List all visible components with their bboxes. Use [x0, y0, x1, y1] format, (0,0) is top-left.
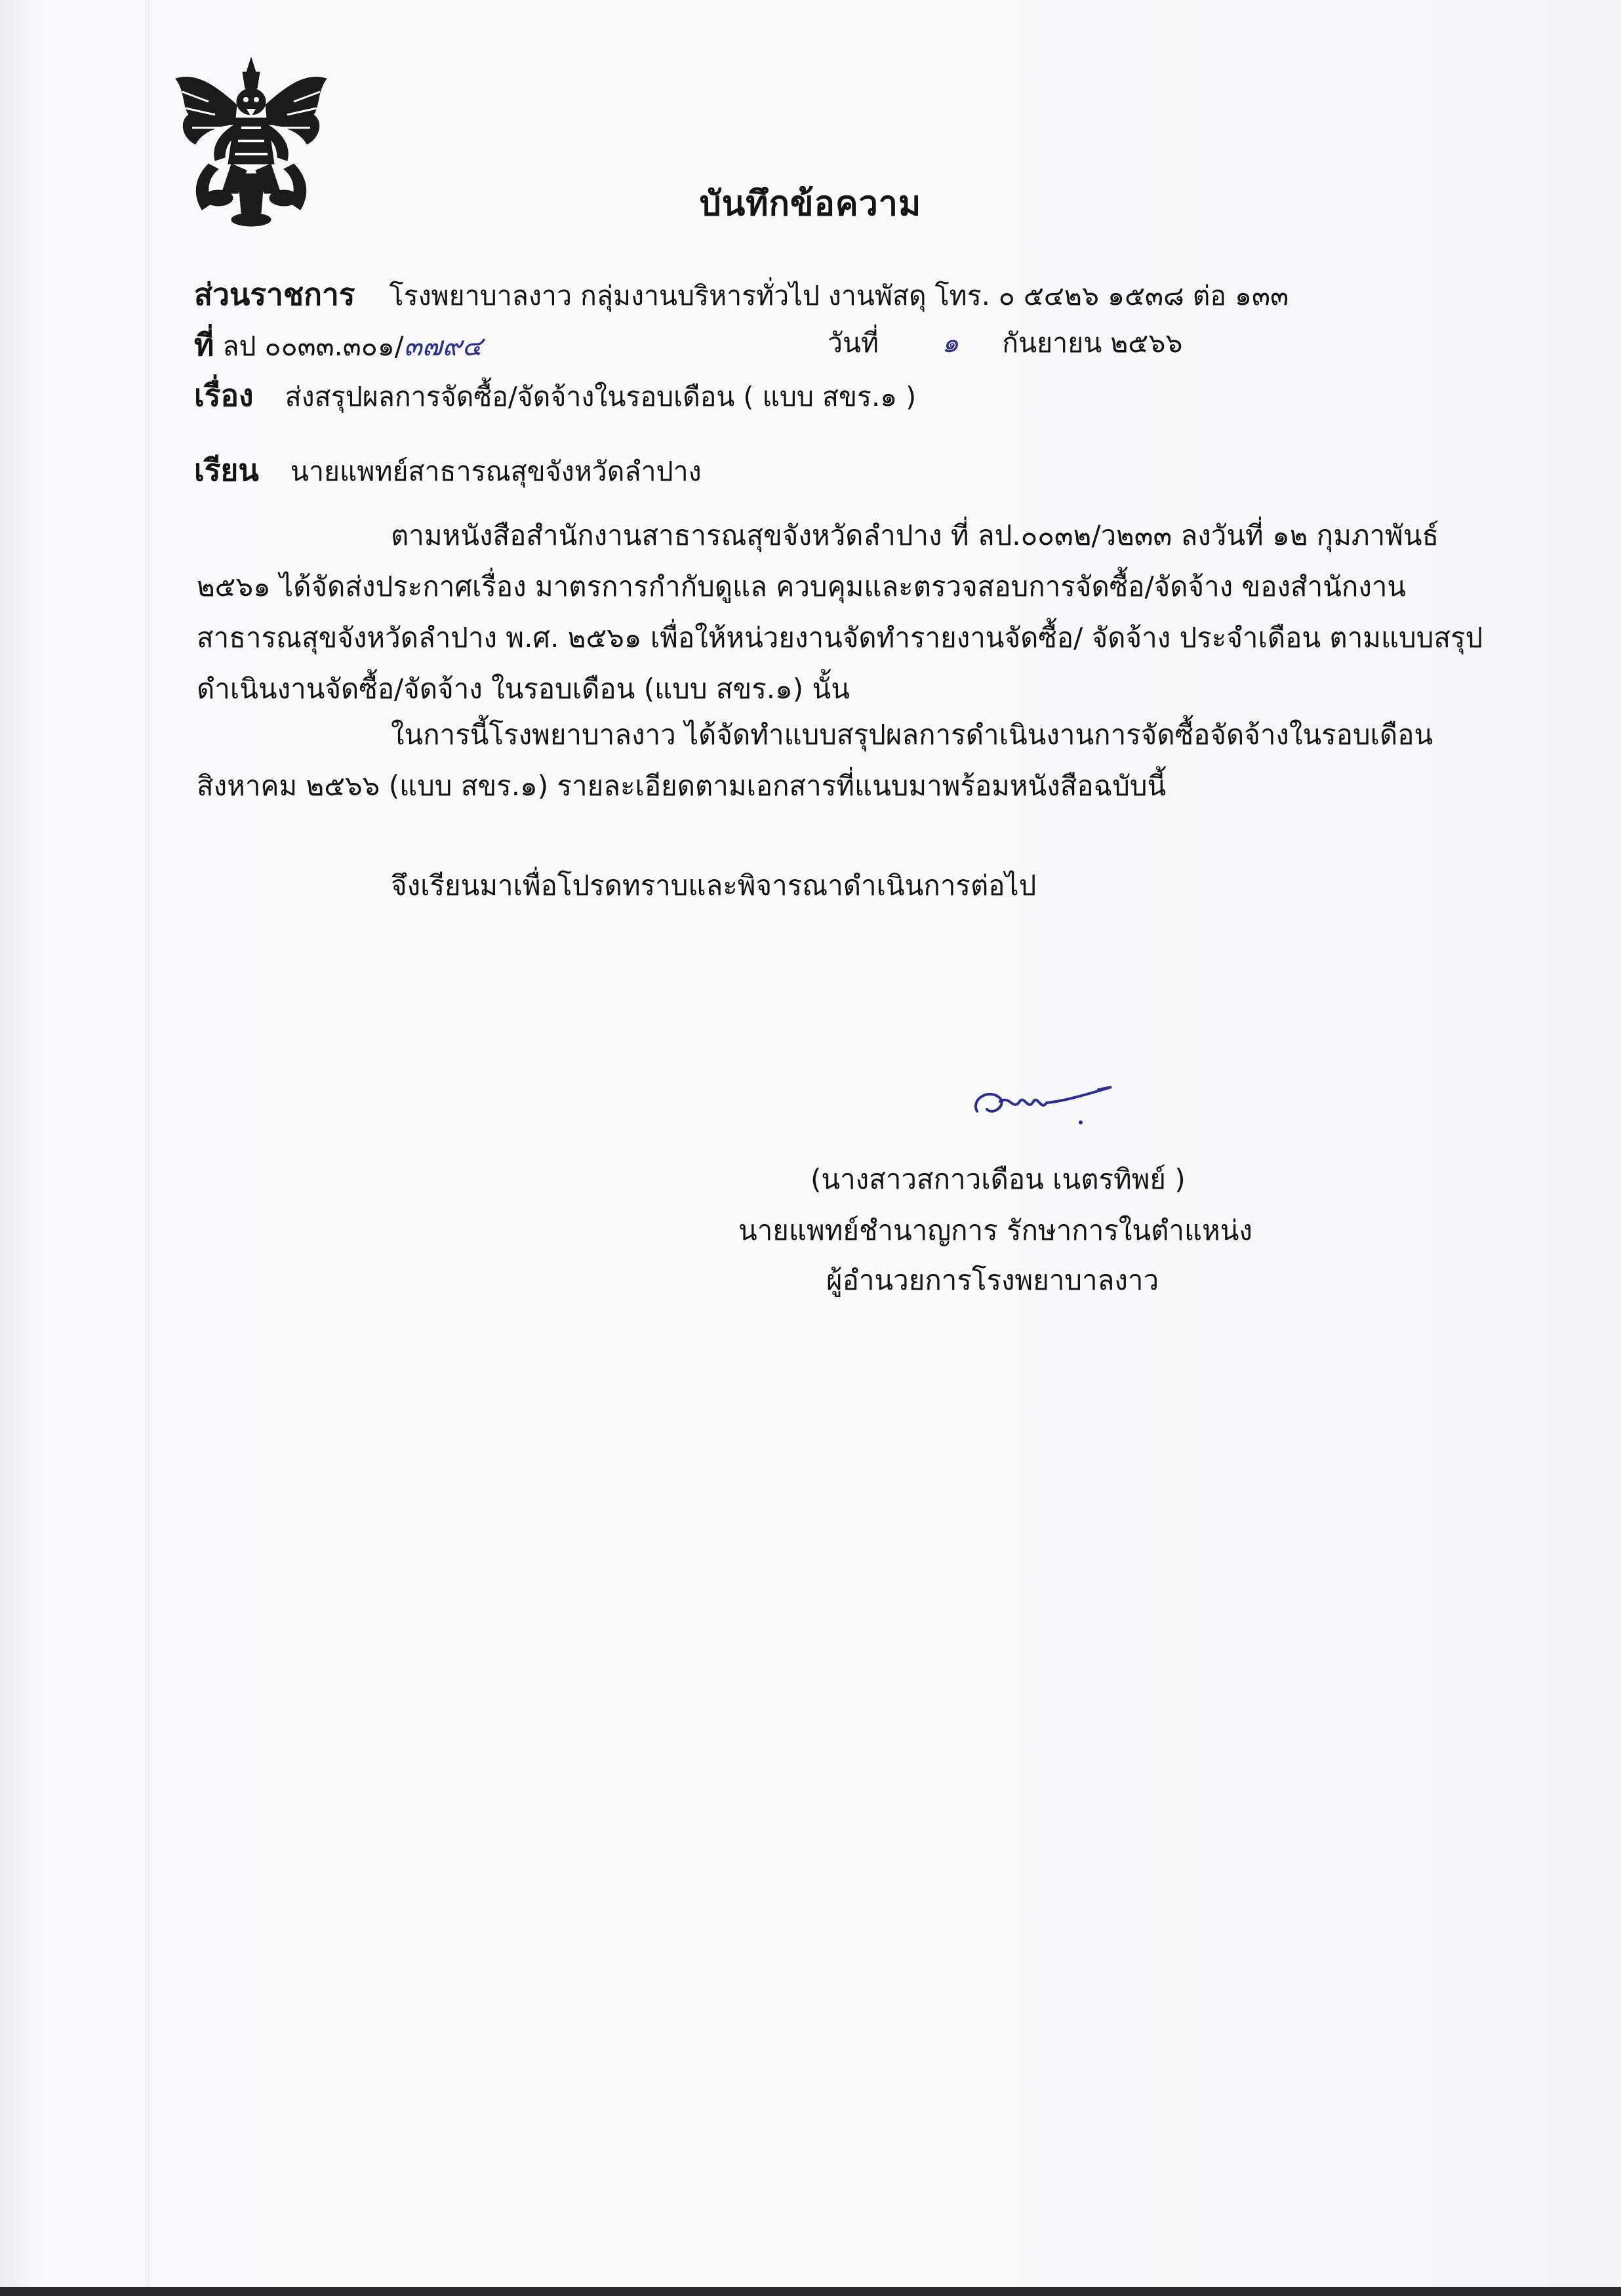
- signatory-position-line-2: ผู้อำนวยการโรงพยาบาลงาว: [826, 1264, 1159, 1296]
- paragraph-1-line-4: ดำเนินงานจัดซื้อ/จัดจ้าง ในรอบเดือน (แบบ สขร.๑) นั้น: [197, 673, 850, 705]
- paragraph-2-line-2: สิงหาคม ๒๕๖๖ (แบบ สขร.๑) รายละเอียดตามเอกสารที่แนบมาพร้อมหนังสือฉบับนี้: [197, 770, 1167, 802]
- paragraph-2-line-1: ในการนี้โรงพยาบาลงาว ได้จัดทำแบบสรุปผลการดำเนินงานการจัดซื้อจัดจ้างในรอบเดือน: [391, 719, 1433, 751]
- agency-row: [194, 277, 1289, 312]
- reference-row: [194, 327, 483, 363]
- signatory-name: (นางสาวสกาวเดือน เนตรทิพย์ ): [810, 1163, 1186, 1195]
- signatory-position-line-1: นายแพทย์ชำนาญการ รักษาการในตำแหน่ง: [738, 1214, 1252, 1246]
- subject-row: [194, 378, 917, 413]
- paragraph-1-line-3: สาธารณสุขจังหวัดลำปาง พ.ศ. ๒๕๖๑ เพื่อให้หน่วยงานจัดทำรายงานจัดซื้อ/ จัดจ้าง ประจำเดือน ตามแบบสรุป: [197, 622, 1483, 654]
- addressee-value: นายแพทย์สาธารณสุขจังหวัดลำปาง: [290, 456, 702, 487]
- subject-value: ส่งสรุปผลการจัดซื้อ/จัดจ้างในรอบเดือน ( แบบ สขร.๑ ): [285, 381, 917, 412]
- paragraph-1-line-2: ๒๕๖๑ ได้จัดส่งประกาศเรื่อง มาตรการกำกับดูแล ควบคุมและตรวจสอบการจัดซื้อ/จัดจ้าง ของสำนักงาน: [197, 570, 1407, 603]
- memo-title: บันทึกข้อความ: [699, 184, 922, 224]
- subject-label: เรื่อง: [194, 378, 254, 413]
- date-label: วันที่: [828, 327, 879, 359]
- reference-label: ที่: [194, 327, 214, 363]
- date-month-year: กันยายน ๒๕๖๖: [1002, 327, 1183, 359]
- scan-bottom-edge: [0, 2287, 1621, 2296]
- paragraph-1-line-1: ตามหนังสือสำนักงานสาธารณสุขจังหวัดลำปาง ที่ ลป.๐๐๓๒/ว๒๓๓ ลงวันที่ ๑๒ กุมภาพันธ์: [391, 519, 1439, 551]
- agency-value: โรงพยาบาลงาว กลุ่มงานบริหารทั่วไป งานพัสดุ โทร. ๐ ๕๔๒๖ ๑๕๓๘ ต่อ ๑๓๓: [389, 280, 1289, 311]
- reference-handwritten-number: ๓๗๙๔: [403, 330, 483, 362]
- closing-line: จึงเรียนมาเพื่อโปรดทราบและพิจารณาดำเนินการต่อไป: [391, 869, 1037, 901]
- date-day-handwritten: ๑: [942, 327, 959, 359]
- addressee-row: [194, 452, 702, 488]
- date-row: [828, 327, 1183, 359]
- paper-fold-line: [146, 0, 149, 2296]
- agency-label: ส่วนราชการ: [194, 277, 355, 312]
- handwritten-signature: [964, 1075, 1134, 1134]
- reference-prefix: ลป ๐๐๓๓.๓๐๑/: [222, 330, 404, 362]
- addressee-label: เรียน: [194, 452, 259, 488]
